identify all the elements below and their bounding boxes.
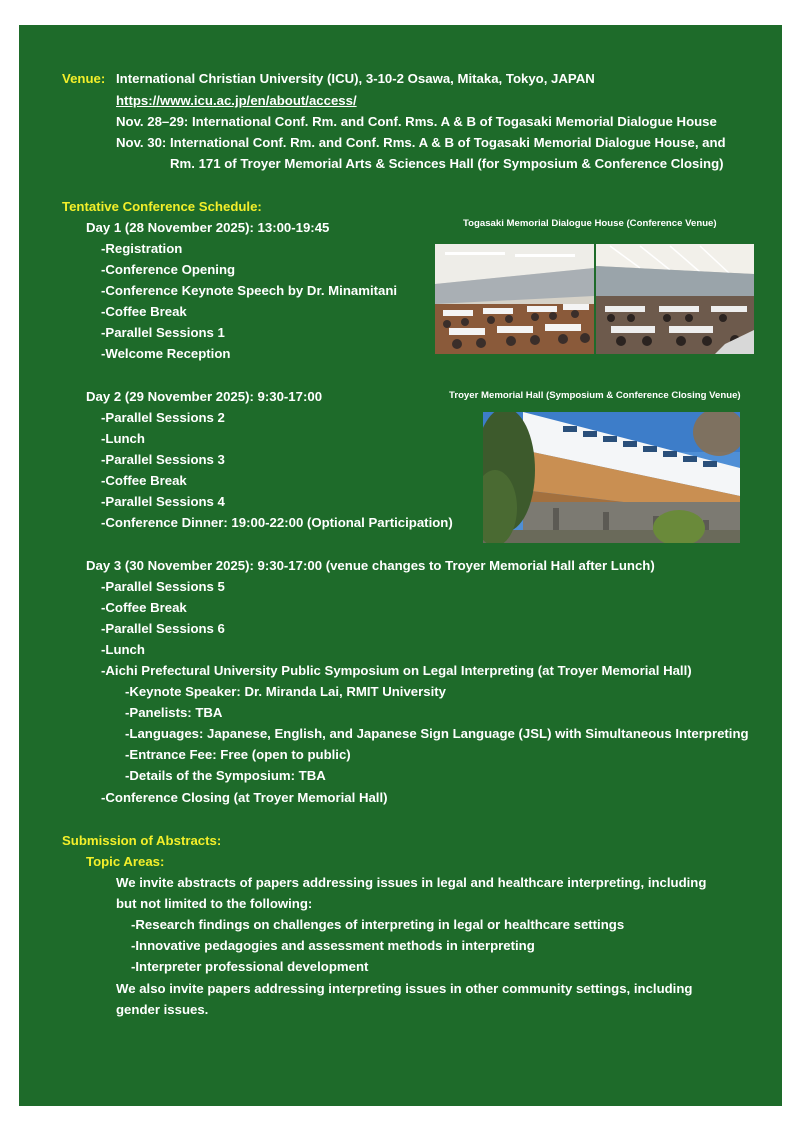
symposium-detail: -Languages: Japanese, English, and Japanese Sign Language (JSL) with Simultaneous Interpreting — [125, 726, 749, 741]
day2-item: -Parallel Sessions 4 — [101, 494, 225, 509]
day3-item-symposium: -Aichi Prefectural University Public Symposium on Legal Interpreting (at Troyer Memorial Hall) — [101, 663, 692, 678]
day1-item: -Coffee Break — [101, 304, 187, 319]
abstracts-outro-line2: gender issues. — [116, 1002, 209, 1017]
troyer-hall-photo — [483, 412, 740, 543]
day1-item: -Registration — [101, 241, 183, 256]
venue-nov-30-line1: Nov. 30: International Conf. Rm. and Conf. Rms. A & B of Togasaki Memorial Dialogue House, and — [116, 135, 726, 150]
troyer-caption: Troyer Memorial Hall (Symposium & Conference Closing Venue) — [449, 390, 741, 401]
symposium-detail: -Panelists: TBA — [125, 705, 223, 720]
day1-title: Day 1 (28 November 2025): 13:00-19:45 — [86, 220, 330, 235]
schedule-heading: Tentative Conference Schedule: — [62, 199, 262, 214]
day2-title: Day 2 (29 November 2025): 9:30-17:00 — [86, 389, 323, 404]
day3-item: -Coffee Break — [101, 600, 187, 615]
conference-closing: -Conference Closing (at Troyer Memorial Hall) — [101, 790, 388, 805]
day2-item: -Parallel Sessions 2 — [101, 410, 225, 425]
togasaki-caption: Togasaki Memorial Dialogue House (Conference Venue) — [463, 218, 717, 229]
day3-item: -Parallel Sessions 6 — [101, 621, 225, 636]
togasaki-hall-photo — [435, 244, 754, 354]
day1-item: -Conference Keynote Speech by Dr. Minamitani — [101, 283, 398, 298]
day2-item: -Parallel Sessions 3 — [101, 452, 225, 467]
topic-item: -Interpreter professional development — [131, 959, 369, 974]
venue-nov-28-29: Nov. 28–29: International Conf. Rm. and Conf. Rms. A & B of Togasaki Memorial Dialogue House — [116, 114, 717, 129]
venue-label: Venue: — [62, 71, 106, 86]
venue-address: International Christian University (ICU), 3-10-2 Osawa, Mitaka, Tokyo, JAPAN — [116, 71, 595, 86]
day2-item: -Coffee Break — [101, 473, 187, 488]
day3-item: -Parallel Sessions 5 — [101, 579, 225, 594]
abstracts-intro-line2: but not limited to the following: — [116, 896, 313, 911]
topic-item: -Innovative pedagogies and assessment methods in interpreting — [131, 938, 535, 953]
symposium-detail: -Entrance Fee: Free (open to public) — [125, 747, 351, 762]
day2-item: -Conference Dinner: 19:00-22:00 (Optional Participation) — [101, 515, 453, 530]
abstracts-heading: Submission of Abstracts: — [62, 833, 222, 848]
abstracts-outro-line1: We also invite papers addressing interpreting issues in other community settings, including — [116, 981, 693, 996]
venue-nov-30-line2: Rm. 171 of Troyer Memorial Arts & Sciences Hall (for Symposium & Conference Closing) — [170, 156, 724, 171]
day3-title: Day 3 (30 November 2025): 9:30-17:00 (venue changes to Troyer Memorial Hall after Lunch) — [86, 558, 655, 573]
day1-item: -Conference Opening — [101, 262, 236, 277]
symposium-detail: -Keynote Speaker: Dr. Miranda Lai, RMIT University — [125, 684, 446, 699]
venue-access-link[interactable]: https://www.icu.ac.jp/en/about/access/ — [116, 93, 357, 108]
day3-item: -Lunch — [101, 642, 145, 657]
abstracts-intro-line1: We invite abstracts of papers addressing issues in legal and healthcare interpreting, including — [116, 875, 707, 890]
topic-item: -Research findings on challenges of interpreting in legal or healthcare settings — [131, 917, 625, 932]
topic-areas-heading: Topic Areas: — [86, 854, 165, 869]
symposium-detail: -Details of the Symposium: TBA — [125, 768, 326, 783]
day1-item: -Welcome Reception — [101, 346, 231, 361]
day1-item: -Parallel Sessions 1 — [101, 325, 225, 340]
day2-item: -Lunch — [101, 431, 145, 446]
